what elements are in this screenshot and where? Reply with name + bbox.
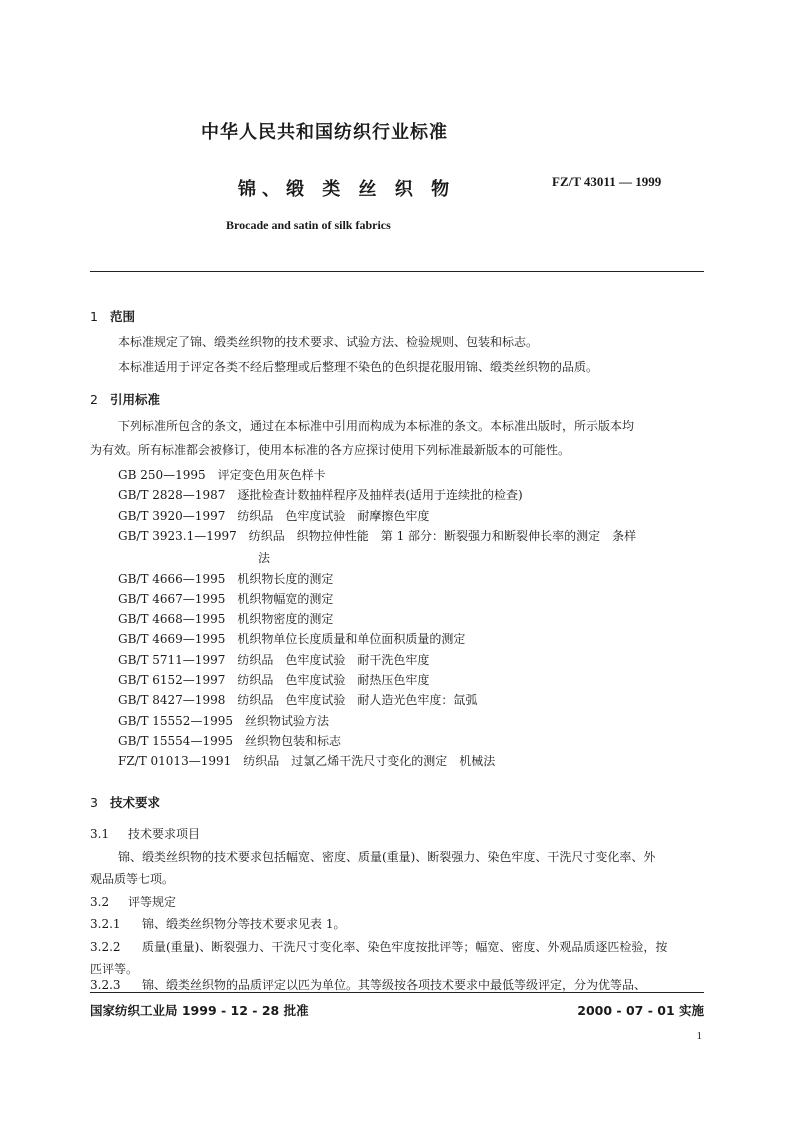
section-3-heading <box>90 793 160 811</box>
clause-3-2-1: 3.2.1 锦、缎类丝织物分等技术要求见表 1。 <box>90 917 346 931</box>
reference-title: 机织物密度的测定 <box>237 612 334 626</box>
header-divider <box>90 271 704 272</box>
paragraph: 观品质等七项。 <box>90 872 175 886</box>
english-title: Brocade and satin of silk fabrics <box>226 218 391 232</box>
reference-item <box>118 527 636 544</box>
reference-code: GB/T 5711—1997 <box>118 653 226 667</box>
reference-item <box>258 549 270 566</box>
reference-code: GB/T 15552—1995 <box>118 714 233 728</box>
section-title: 范围 <box>110 309 136 324</box>
document-title: 锦、缎 类 丝 织 物 <box>238 179 456 200</box>
reference-code: GB/T 15554—1995 <box>118 734 233 748</box>
reference-title: 评定变色用灰色样卡 <box>217 468 326 482</box>
reference-code: GB/T 3920—1997 <box>118 509 226 523</box>
effective-date: 2000 - 07 - 01 实施 <box>577 1003 704 1018</box>
section-number: 3 <box>90 795 98 810</box>
section-1-heading <box>90 307 135 325</box>
reference-item <box>118 732 341 749</box>
reference-item <box>118 590 333 607</box>
approval-date: 国家纺织工业局 1999 - 12 - 28 批准 <box>90 1003 309 1018</box>
reference-code: FZ/T 01013—1991 <box>118 754 232 768</box>
section-title: 引用标准 <box>110 392 161 407</box>
subsection-3-1: 3.1 技术要求项目 <box>90 827 201 841</box>
reference-code: GB/T 4668—1995 <box>118 612 226 626</box>
reference-code: GB/T 4666—1995 <box>118 572 226 586</box>
reference-title: 纺织品 织物拉伸性能 第 1 部分：断裂强力和断裂伸长率的测定 条样 <box>248 529 637 543</box>
reference-title: 逐批检查计数抽样程序及抽样表(适用于连续批的检查) <box>237 488 523 502</box>
reference-title: 丝织物包装和标志 <box>244 734 341 748</box>
paragraph: 匹评等。 <box>90 962 139 976</box>
reference-title: 纺织品 色牢度试验 耐人造光色牢度：氙弧 <box>237 693 478 707</box>
standard-code: FZ/T 43011 — 1999 <box>552 174 662 189</box>
paragraph: 本标准适用于评定各类不经后整理或后整理不染色的色织提花服用锦、缎类丝织物的品质。 <box>118 360 599 374</box>
reference-title: 纺织品 过氯乙烯干洗尺寸变化的测定 机械法 <box>243 754 496 768</box>
section-2-heading <box>90 390 160 408</box>
reference-code: GB/T 2828—1987 <box>118 488 226 502</box>
reference-title: 纺织品 色牢度试验 耐摩擦色牢度 <box>237 509 430 523</box>
reference-code: GB/T 4667—1995 <box>118 592 226 606</box>
reference-title: 法 <box>258 551 271 565</box>
reference-code: GB/T 8427—1998 <box>118 693 226 707</box>
clause-3-2-3: 3.2.3 锦、缎类丝织物的品质评定以匹为单位。其等级按各项技术要求中最低等级评定，分为优等品、 <box>90 978 647 992</box>
footer-divider <box>90 992 704 993</box>
reference-item <box>118 610 333 627</box>
reference-title: 纺织品 色牢度试验 耐干洗色牢度 <box>237 653 430 667</box>
section-number: 2 <box>90 392 98 407</box>
reference-title: 机织物单位长度质量和单位面积质量的测定 <box>237 632 466 646</box>
reference-title: 机织物长度的测定 <box>237 572 334 586</box>
reference-item <box>118 691 477 708</box>
paragraph: 本标准规定了锦、缎类丝织物的技术要求、试验方法、检验规则、包装和标志。 <box>118 335 539 349</box>
reference-item <box>118 466 326 483</box>
reference-code: GB 250—1995 <box>118 468 206 482</box>
reference-item <box>118 752 495 769</box>
reference-item <box>118 570 333 587</box>
clause-3-2-2: 3.2.2 质量(重量)、断裂强力、干洗尺寸变化率、染色牢度按批评等；幅宽、密度、外观品质逐匹检验，按 <box>90 940 668 954</box>
reference-code: GB/T 3923.1—1997 <box>118 529 237 543</box>
page-number: 1 <box>696 1030 702 1042</box>
reference-item <box>118 507 429 524</box>
section-title: 技术要求 <box>110 795 161 810</box>
paragraph: 下列标准所包含的条文，通过在本标准中引用而构成为本标准的条文。本标准出版时，所示版本均 <box>118 419 635 433</box>
reference-item <box>118 486 523 503</box>
reference-item <box>118 651 429 668</box>
reference-item <box>118 712 329 729</box>
reference-title: 机织物幅宽的测定 <box>237 592 334 606</box>
subsection-3-2: 3.2 评等规定 <box>90 895 177 909</box>
reference-code: GB/T 6152—1997 <box>118 673 226 687</box>
paragraph: 锦、缎类丝织物的技术要求包括幅宽、密度、质量(重量)、断裂强力、染色牢度、干洗尺寸变化率、外 <box>118 850 656 864</box>
paragraph: 为有效。所有标准都会被修订，使用本标准的各方应探讨使用下列标准最新版本的可能性。 <box>90 443 571 457</box>
section-number: 1 <box>90 309 98 324</box>
reference-title: 丝织物试验方法 <box>244 714 329 728</box>
industry-standard-title: 中华人民共和国纺织行业标准 <box>201 122 448 143</box>
reference-code: GB/T 4669—1995 <box>118 632 226 646</box>
reference-item <box>118 630 465 647</box>
reference-title: 纺织品 色牢度试验 耐热压色牢度 <box>237 673 430 687</box>
reference-item <box>118 671 429 688</box>
